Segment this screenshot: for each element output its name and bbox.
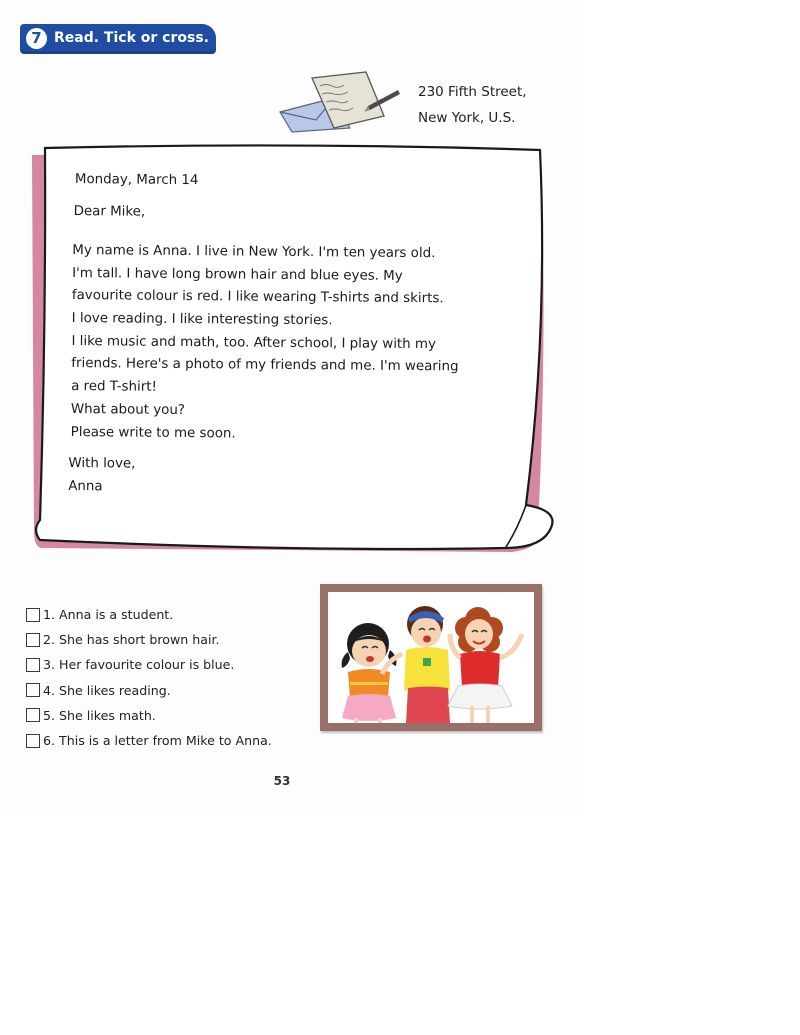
- question-text: 1. Anna is a student.: [43, 607, 174, 623]
- letter-line: friends. Here's a photo of my friends and me. I'm wearing: [71, 356, 459, 375]
- letter-closing-block: [68, 452, 135, 499]
- letter-line: What about you?: [70, 401, 186, 418]
- question-item: [26, 678, 316, 703]
- question-text: 5. She likes math.: [43, 707, 156, 723]
- letter-line: Please write to me soon.: [70, 424, 236, 441]
- letter-line: My name is Anna. I live in New York. I'm ten years old.: [72, 243, 436, 262]
- answer-checkbox[interactable]: [26, 633, 40, 647]
- instruction-text: Read. Tick or cross.: [54, 30, 209, 46]
- question-list: [26, 602, 316, 753]
- question-item: [26, 703, 316, 728]
- address-line: New York, U.S.: [418, 110, 516, 126]
- exercise-number: 7: [26, 28, 47, 49]
- answer-checkbox[interactable]: [26, 683, 40, 697]
- question-text: 4. She likes reading.: [43, 682, 171, 698]
- letter-line: favourite colour is red. I like wearing T-shirts and skirts.: [71, 288, 444, 307]
- question-text: 3. Her favourite colour is blue.: [43, 657, 235, 673]
- page-number: 53: [273, 774, 291, 788]
- question-item: [26, 602, 316, 627]
- address-line: 230 Fifth Street,: [418, 84, 527, 100]
- girl-left: [342, 623, 397, 723]
- question-item: [26, 627, 316, 652]
- answer-checkbox[interactable]: [26, 708, 40, 722]
- answer-checkbox[interactable]: [26, 608, 40, 622]
- girl-right: [448, 607, 522, 723]
- question-text: 6. This is a letter from Mike to Anna.: [43, 733, 272, 749]
- three-girls-illustration: [328, 592, 534, 723]
- letter-line: I'm tall. I have long brown hair and blue eyes. My: [72, 265, 403, 284]
- letter-signature: Anna: [68, 478, 103, 495]
- question-item: [26, 652, 316, 677]
- letter-date: Monday, March 14: [74, 172, 199, 189]
- letter-line: I like music and math, too. After school, I play with my: [71, 333, 436, 352]
- friends-photo: [328, 592, 534, 723]
- answer-checkbox[interactable]: [26, 734, 40, 748]
- letter-greeting: Dear Mike,: [73, 204, 146, 220]
- letter-line: a red T-shirt!: [71, 379, 157, 395]
- letter-body: [71, 240, 518, 448]
- question-text: 2. She has short brown hair.: [43, 632, 220, 648]
- photo-frame: [320, 584, 542, 731]
- question-item: [26, 728, 316, 753]
- letter-closing: With love,: [68, 455, 136, 472]
- answer-checkbox[interactable]: [26, 658, 40, 672]
- letter-line: I love reading. I like interesting stories.: [71, 311, 333, 329]
